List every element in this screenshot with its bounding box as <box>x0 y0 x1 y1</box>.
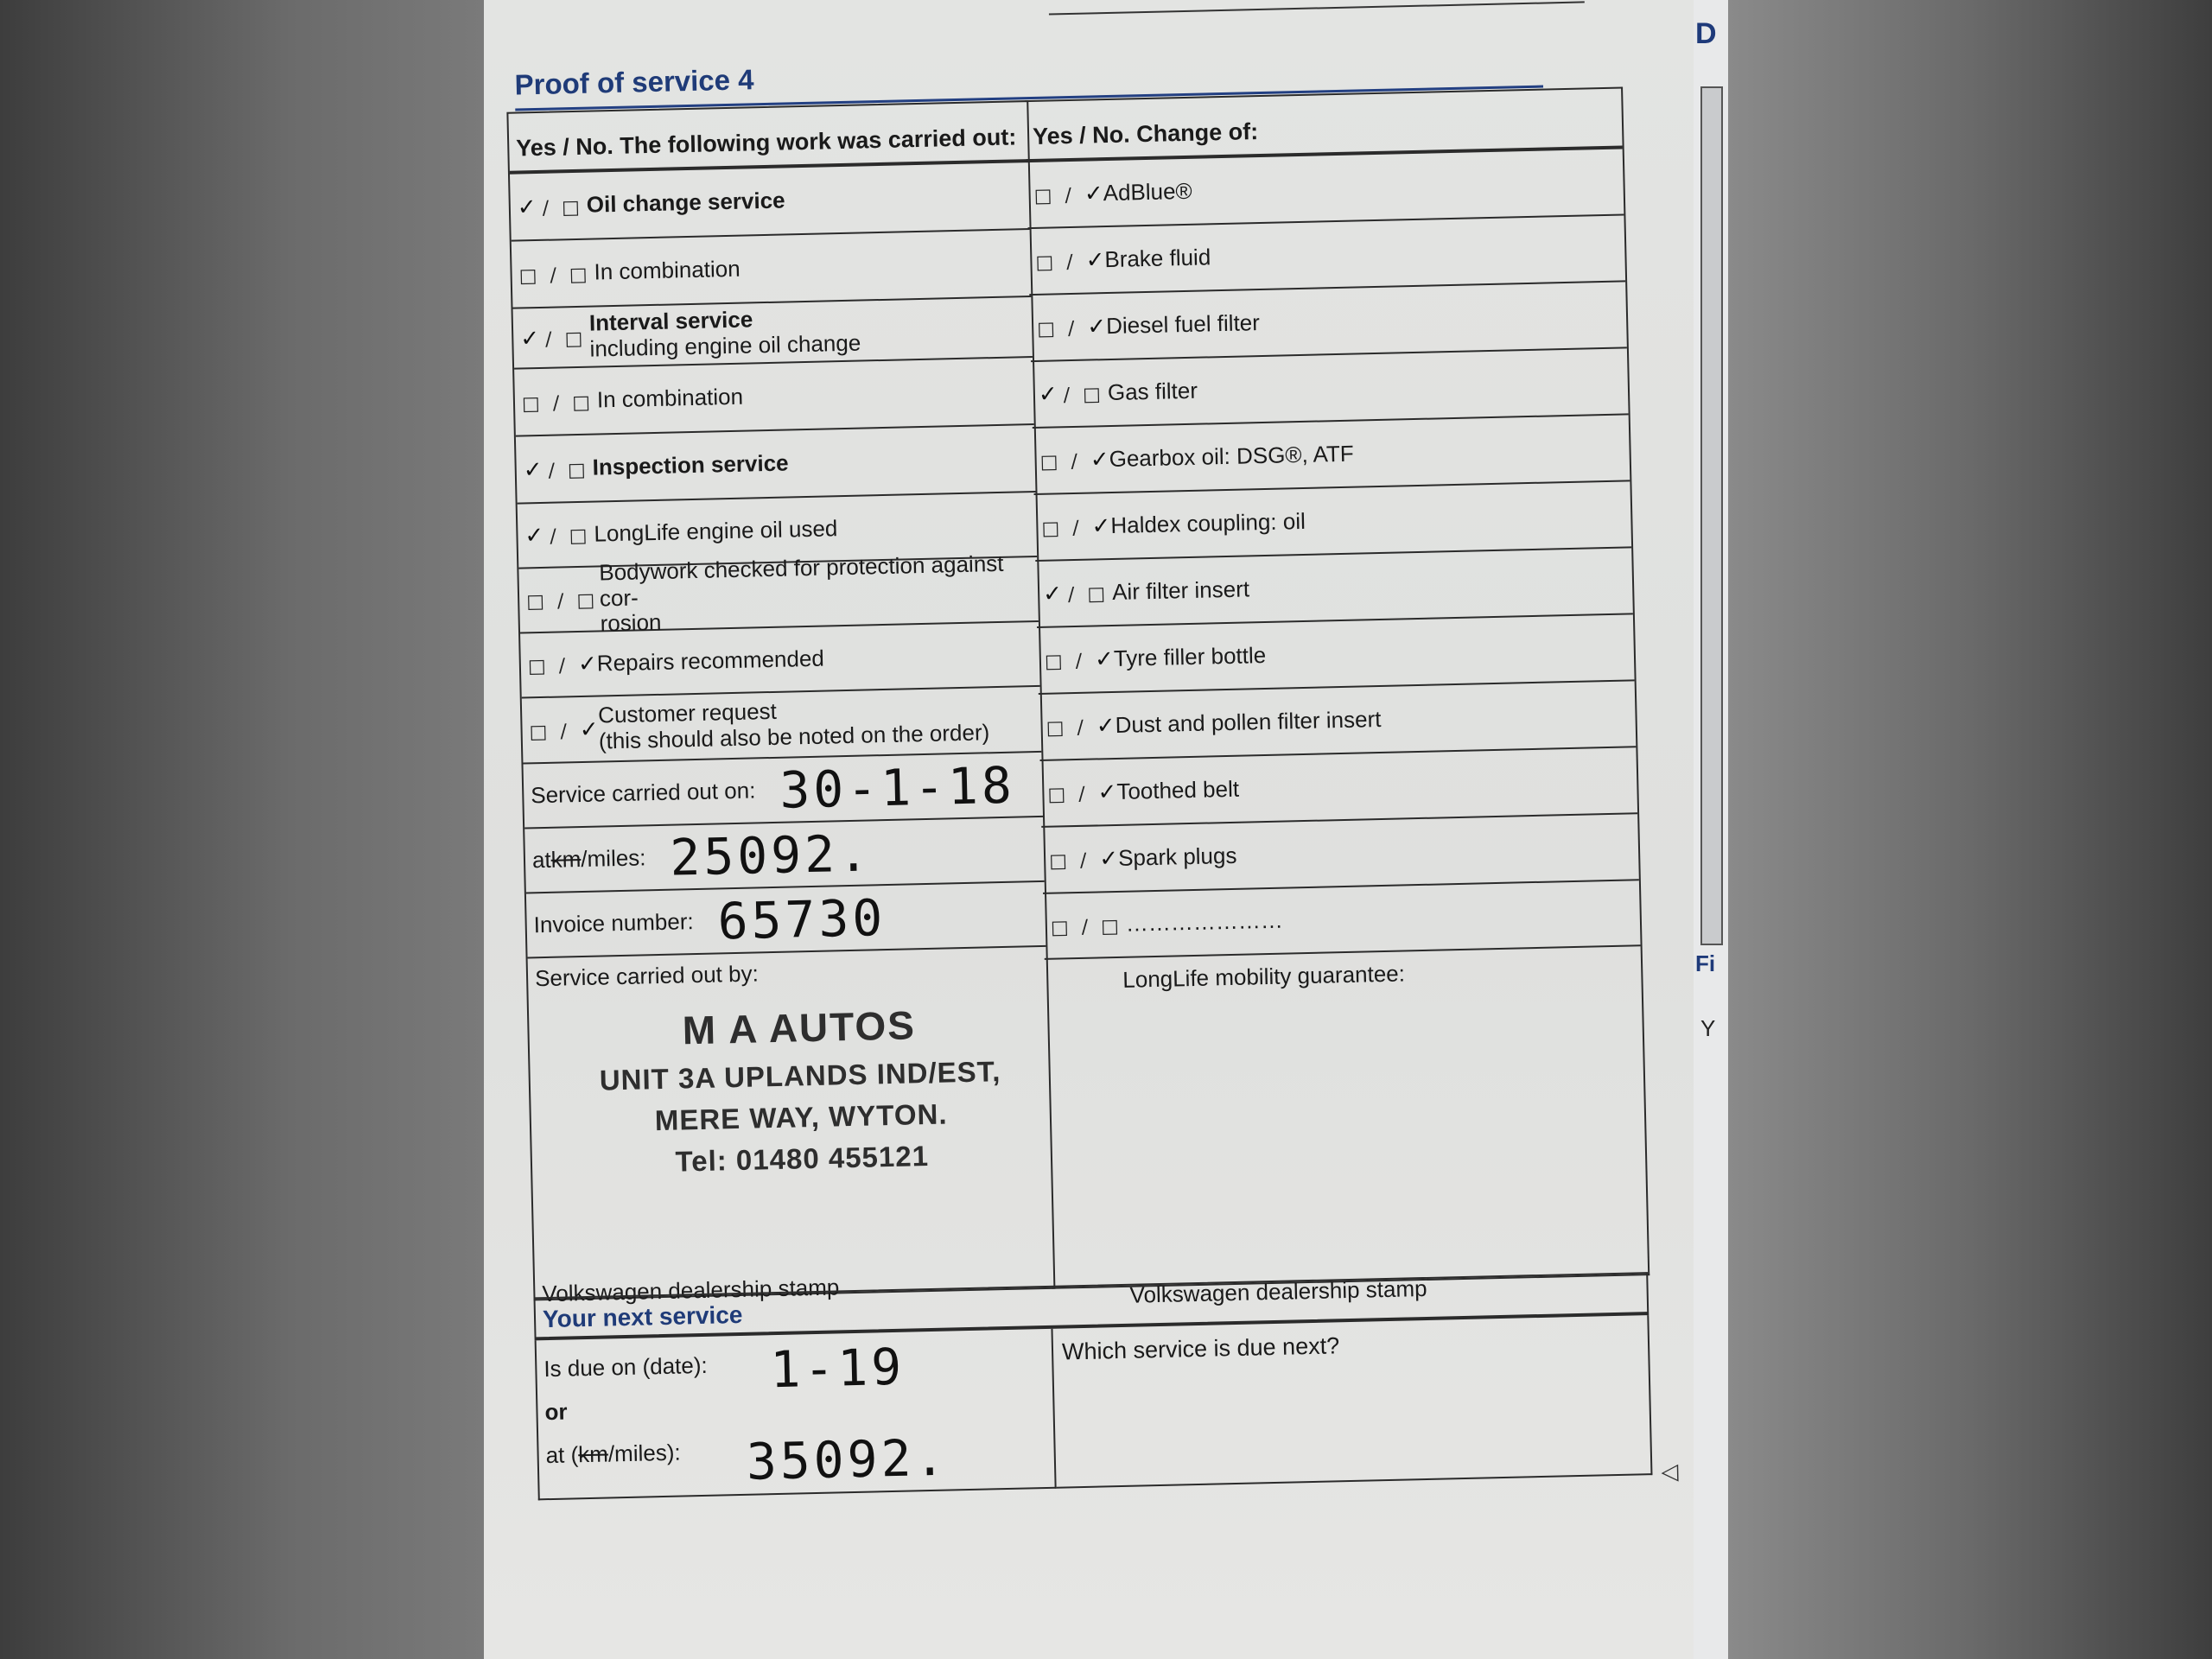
yes-no-checkboxes <box>528 651 598 679</box>
work-item-label <box>597 645 825 677</box>
yes-no-checkboxes <box>1049 845 1119 874</box>
work-item-label <box>589 305 861 363</box>
which-service-label: Which service is due next? <box>1061 1332 1340 1365</box>
carried-out-by-row <box>528 947 1054 1317</box>
change-item-label-main: Gas filter <box>1107 377 1198 405</box>
checkbox-ticked-icon[interactable]: ✓ <box>523 456 543 483</box>
yes-no-checkboxes <box>1047 779 1117 807</box>
mileage-value[interactable]: 25092. <box>669 823 873 887</box>
checkbox-empty-icon[interactable]: □ <box>1048 850 1068 873</box>
change-item-label-main: Spark plugs <box>1117 842 1237 871</box>
work-item-row <box>520 622 1040 699</box>
yes-no-checkboxes <box>1046 712 1116 741</box>
work-item-label-main: Interval service <box>588 306 753 336</box>
checkbox-ticked-icon[interactable]: ✓ <box>1097 779 1117 806</box>
change-item-label <box>1103 178 1192 206</box>
work-item-label-main: In combination <box>594 255 741 285</box>
change-item-label-main: Dust and pollen filter insert <box>1115 705 1382 738</box>
work-item-row <box>522 687 1042 765</box>
yes-no-checkboxes <box>529 715 599 744</box>
checkbox-separator: / <box>536 197 556 219</box>
yes-no-checkboxes <box>526 585 600 613</box>
background-left <box>0 0 484 1659</box>
checkbox-empty-icon[interactable]: □ <box>1044 651 1064 673</box>
mileage-label-suffix: /miles: <box>581 844 646 873</box>
checkbox-separator: / <box>1065 517 1085 540</box>
yes-no-checkboxes <box>1051 911 1127 939</box>
mileage-row <box>524 817 1045 894</box>
work-item-row <box>516 425 1036 505</box>
checkbox-empty-icon[interactable]: □ <box>1082 384 1102 406</box>
checkbox-ticked-icon[interactable]: ✓ <box>1094 645 1115 673</box>
change-item-label-main: Air filter insert <box>1111 575 1250 605</box>
stamp-line-phone: Tel: 01480 455121 <box>675 1139 930 1178</box>
mobility-label: LongLife mobility guarantee: <box>1122 960 1406 993</box>
stamp-caption-left: Volkswagen dealership stamp <box>542 1274 840 1307</box>
change-item-label <box>1114 643 1267 672</box>
change-item-label-main: Brake fluid <box>1104 243 1211 272</box>
facing-page-box <box>1700 86 1723 945</box>
checkbox-separator: / <box>1069 650 1089 673</box>
checkbox-ticked-icon[interactable]: ✓ <box>1084 181 1104 207</box>
yes-no-checkboxes <box>1039 446 1109 474</box>
change-item-label <box>1116 776 1239 804</box>
right-column <box>1025 86 1649 1308</box>
due-miles-label-prefix: at ( <box>545 1441 579 1469</box>
checkbox-separator: / <box>1065 450 1084 474</box>
dealer-stamp <box>598 1000 1003 1179</box>
checkbox-ticked-icon[interactable]: ✓ <box>579 716 599 743</box>
change-item-label-main: Toothed belt <box>1116 775 1240 804</box>
work-item-label-main: Bodywork checked for protection against cor- <box>598 550 1004 612</box>
yes-no-checkboxes <box>522 387 598 416</box>
work-item-label-main: Customer request <box>597 697 778 728</box>
checkbox-separator: / <box>552 655 572 677</box>
checkbox-separator: / <box>1071 783 1091 806</box>
checkbox-empty-icon[interactable]: □ <box>567 459 587 481</box>
stamp-line-address1: UNIT 3A UPLANDS IND/EST, <box>599 1055 1001 1096</box>
checkbox-ticked-icon[interactable]: ✓ <box>1090 447 1110 474</box>
checkbox-empty-icon[interactable]: □ <box>569 524 588 548</box>
checkbox-ticked-icon[interactable]: ✓ <box>519 325 540 352</box>
checkbox-ticked-icon[interactable]: ✓ <box>1099 845 1119 873</box>
change-item-label <box>1115 707 1381 739</box>
checkbox-separator: / <box>543 264 563 287</box>
checkbox-separator: / <box>546 391 566 415</box>
work-item-row <box>512 230 1032 309</box>
checkbox-separator: / <box>1061 583 1081 607</box>
yes-no-checkboxes <box>1045 645 1115 674</box>
checkbox-ticked-icon[interactable]: ✓ <box>524 522 544 550</box>
change-item-label-main: ………………… <box>1125 906 1284 937</box>
yes-no-checkboxes <box>524 521 594 550</box>
checkbox-empty-icon[interactable]: □ <box>1033 185 1052 207</box>
due-miles-label-struck: km <box>577 1440 609 1468</box>
work-item-label <box>592 451 789 481</box>
checkbox-ticked-icon[interactable]: ✓ <box>1085 247 1105 274</box>
checkbox-empty-icon[interactable]: □ <box>564 327 583 350</box>
checkbox-empty-icon[interactable]: □ <box>1046 717 1065 740</box>
due-date-label: Is due on (date): <box>543 1351 709 1382</box>
right-header: Yes / No. Change of: <box>1025 88 1622 162</box>
work-item-row <box>518 550 1039 637</box>
stamp-line-name: M A AUTOS <box>682 1002 917 1053</box>
checkbox-empty-icon[interactable]: □ <box>576 589 595 613</box>
facing-letter-d: D <box>1695 17 1717 50</box>
work-item-label-sub: including engine oil change <box>589 329 861 362</box>
service-date-label: Service carried out on: <box>530 777 756 809</box>
yes-no-checkboxes <box>520 323 590 352</box>
invoice-label: Invoice number: <box>533 908 694 938</box>
checkbox-separator: / <box>538 327 558 351</box>
change-item-label-main: AdBlue® <box>1103 177 1192 206</box>
facing-letter-y: Y <box>1700 1015 1716 1041</box>
service-book-page <box>484 0 1694 1659</box>
work-item-row <box>514 358 1034 437</box>
stamp-caption-right: Volkswagen dealership stamp <box>1129 1274 1427 1308</box>
checkbox-separator: / <box>1075 916 1095 938</box>
yes-no-checkboxes <box>518 192 588 220</box>
checkbox-ticked-icon[interactable]: ✓ <box>1038 381 1058 408</box>
change-item-label <box>1112 576 1250 605</box>
work-item-label-main: Oil change service <box>586 187 785 218</box>
change-item-label <box>1118 842 1237 871</box>
checkbox-empty-icon[interactable]: □ <box>518 264 537 287</box>
checkbox-ticked-icon[interactable]: ✓ <box>1042 581 1063 607</box>
checkbox-separator: / <box>543 525 563 548</box>
invoice-value[interactable]: 65730 <box>716 887 887 950</box>
yes-no-checkboxes <box>1037 313 1107 341</box>
mileage-label-prefix: at <box>531 846 552 874</box>
change-item-label <box>1126 908 1284 938</box>
next-service-right <box>1052 1315 1652 1489</box>
service-date-row <box>523 753 1043 830</box>
checkbox-ticked-icon[interactable]: ✓ <box>517 194 537 220</box>
checkbox-separator: / <box>1061 317 1081 340</box>
checkbox-empty-icon[interactable]: □ <box>529 721 548 743</box>
proof-of-service-form <box>497 35 1679 1529</box>
yes-no-checkboxes <box>1035 246 1105 275</box>
next-service-title: Your next service <box>533 1272 1649 1340</box>
change-item-label-main: Haldex coupling: oil <box>1110 507 1306 538</box>
work-item-row <box>510 162 1030 242</box>
checkbox-empty-icon[interactable]: □ <box>1047 784 1066 806</box>
change-item-label <box>1104 245 1211 273</box>
checkbox-separator: / <box>1073 849 1093 873</box>
background-right <box>1728 0 2212 1659</box>
change-item-label <box>1106 310 1260 340</box>
yes-no-checkboxes <box>518 259 594 288</box>
checkbox-empty-icon[interactable]: □ <box>1050 916 1070 939</box>
change-item-label-main: Diesel fuel filter <box>1105 308 1261 339</box>
or-label: or <box>544 1398 568 1426</box>
next-service-left <box>535 1329 1057 1501</box>
page-arrow-icon: ◁ <box>1661 1458 1679 1484</box>
yes-no-checkboxes <box>1033 180 1103 208</box>
form-title: Proof of service 4 <box>514 63 754 101</box>
checkbox-separator: / <box>1071 716 1090 740</box>
checkbox-empty-icon[interactable]: □ <box>561 196 581 219</box>
change-item-label-main: Gearbox oil: DSG®, ATF <box>1109 440 1354 472</box>
left-column <box>506 100 1055 1307</box>
due-date-value[interactable]: 1-19 <box>769 1337 906 1400</box>
checkbox-empty-icon[interactable]: □ <box>1039 451 1058 474</box>
due-miles-label-suffix: /miles): <box>607 1439 681 1467</box>
change-item-label-main: Tyre filler bottle <box>1113 641 1267 671</box>
work-item-label <box>594 516 838 547</box>
checkbox-empty-icon[interactable]: □ <box>521 392 541 415</box>
checkbox-separator: / <box>1057 384 1077 407</box>
due-miles-value[interactable]: 35092. <box>746 1427 950 1491</box>
checkbox-empty-icon[interactable]: □ <box>1087 583 1106 606</box>
due-miles-label <box>545 1440 681 1470</box>
yes-no-checkboxes <box>1041 512 1111 541</box>
checkbox-empty-icon[interactable]: □ <box>1100 915 1120 938</box>
checkbox-separator: / <box>550 590 570 613</box>
checkbox-empty-icon[interactable]: □ <box>1041 518 1060 540</box>
checkbox-separator: / <box>542 459 562 482</box>
checkbox-ticked-icon[interactable]: ✓ <box>1087 314 1107 340</box>
checkbox-separator: / <box>1059 251 1079 274</box>
work-item-label-main: Repairs recommended <box>596 645 825 677</box>
work-item-label <box>594 257 741 286</box>
mileage-label-struck: km <box>550 846 582 873</box>
facing-letter-fi: Fi <box>1695 950 1716 976</box>
work-item-label-main: In combination <box>596 383 744 413</box>
yes-no-checkboxes <box>523 454 593 483</box>
checkbox-empty-icon[interactable]: □ <box>571 391 591 414</box>
work-item-label-sub: rosion <box>600 609 662 637</box>
checkbox-empty-icon[interactable]: □ <box>569 264 588 286</box>
change-item-label <box>1110 508 1306 538</box>
checkbox-ticked-icon[interactable]: ✓ <box>1096 712 1116 740</box>
stamp-line-address2: MERE WAY, WYTON. <box>654 1097 948 1137</box>
top-divider <box>1049 1 1585 15</box>
mobility-row <box>1045 946 1649 1318</box>
yes-no-checkboxes <box>1039 379 1109 408</box>
checkbox-empty-icon[interactable]: □ <box>1035 251 1054 274</box>
checkbox-ticked-icon[interactable]: ✓ <box>577 651 598 678</box>
work-item-label-main: LongLife engine oil used <box>594 514 838 547</box>
checkbox-empty-icon[interactable]: □ <box>525 590 545 613</box>
service-date-value[interactable]: 30-1-18 <box>779 755 1016 820</box>
checkbox-separator: / <box>554 720 574 743</box>
invoice-row <box>526 882 1046 959</box>
left-header: Yes / No. The following work was carried out: <box>508 102 1027 175</box>
work-item-label-main: Inspection service <box>592 449 789 480</box>
carried-out-by-label: Service carried out by: <box>534 960 760 992</box>
change-item-label <box>1109 441 1354 472</box>
work-item-label <box>598 694 990 754</box>
checkbox-empty-icon[interactable]: □ <box>527 655 547 678</box>
checkbox-empty-icon[interactable]: □ <box>1036 318 1056 340</box>
work-item-label-sub: (this should also be noted on the order) <box>598 719 990 754</box>
change-item-label <box>1108 378 1198 405</box>
work-item-label <box>586 188 785 219</box>
yes-no-checkboxes <box>1043 579 1113 607</box>
work-item-label <box>597 385 744 414</box>
facing-page-edge <box>1694 0 1728 1659</box>
checkbox-ticked-icon[interactable]: ✓ <box>1091 513 1111 540</box>
checkbox-separator: / <box>1058 184 1078 207</box>
